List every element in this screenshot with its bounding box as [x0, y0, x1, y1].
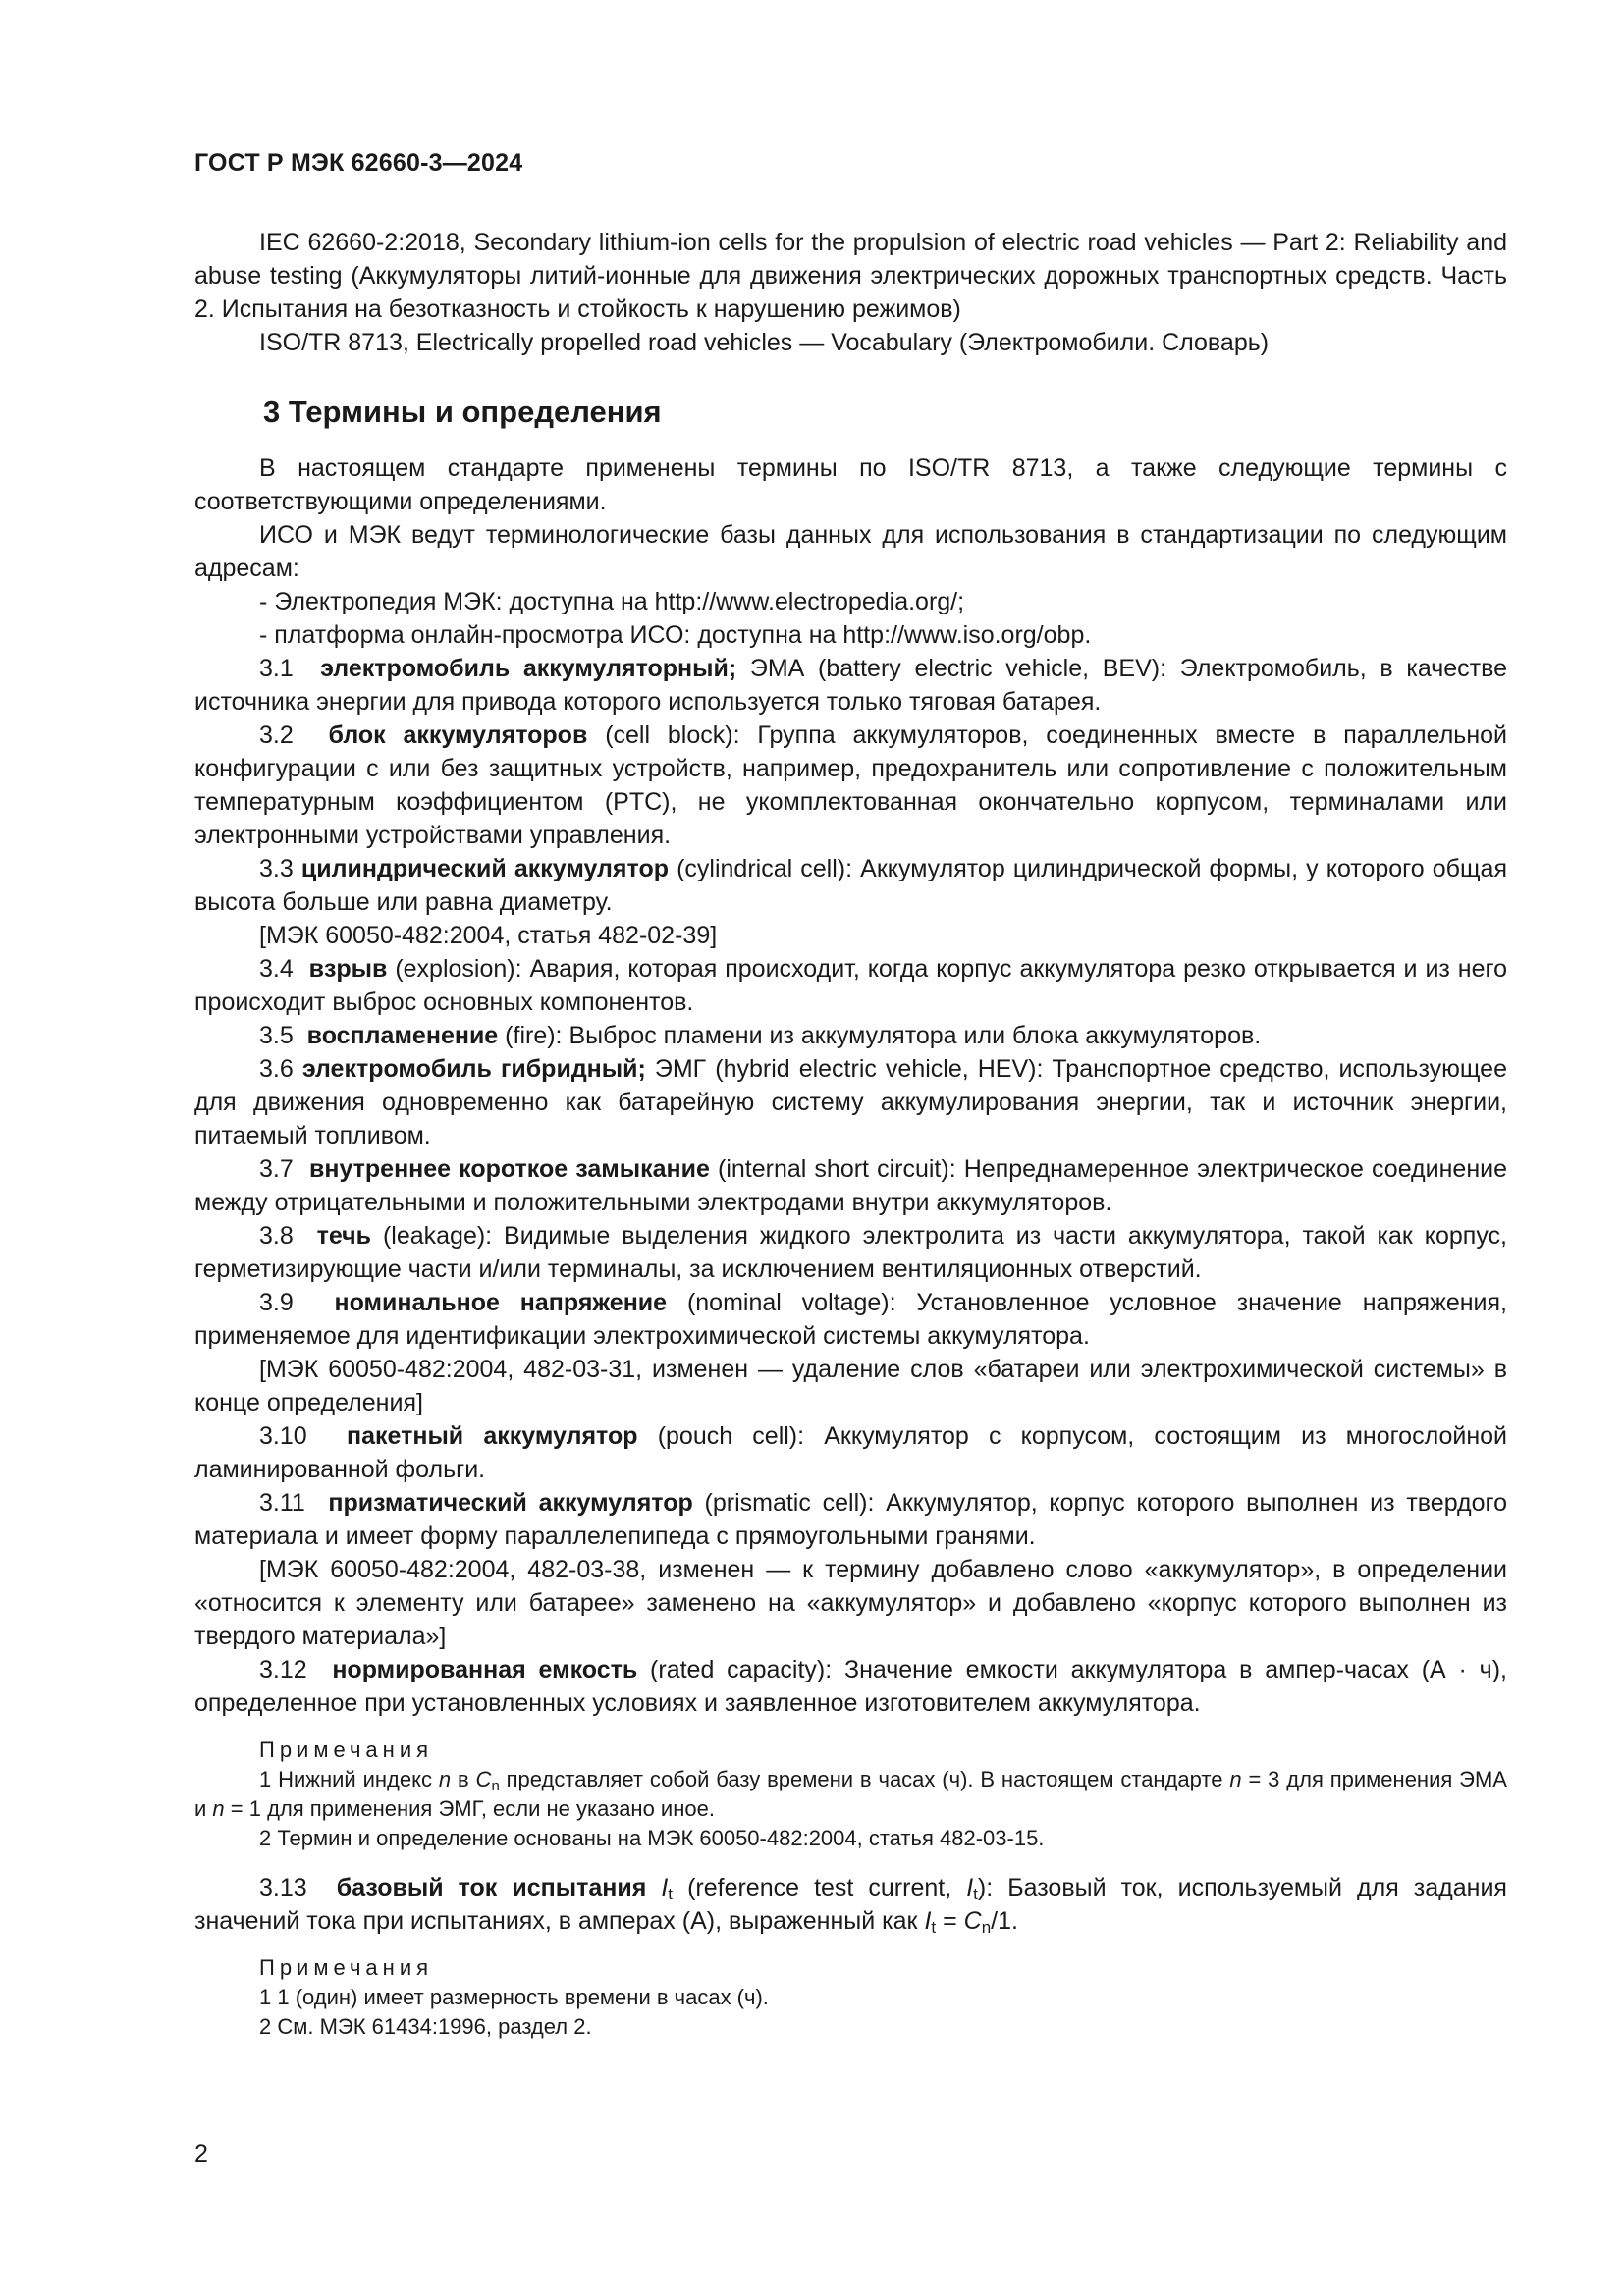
notes-title: Примечания: [259, 1737, 434, 1762]
term-number: 3.8: [259, 1222, 294, 1250]
reference-iso-tr-8713: ISO/TR 8713, Electrically propelled road vehicles — Vocabulary (Электромобили. Словарь): [259, 329, 1270, 356]
page-number: 2: [194, 2140, 208, 2167]
section-title: 3 Термины и определения: [263, 395, 662, 429]
intro-paragraph: ИСО и МЭК ведут терминологические базы данных для использования в стандартизации по следующим адресам:: [194, 521, 1507, 582]
term-name: электромобиль аккумуляторный;: [320, 655, 737, 682]
note-2: 2 Термин и определение основаны на МЭК 60050-482:2004, статья 482-03-15.: [259, 1826, 1045, 1850]
term-definition: (pouch cell): Аккумулятор с корпусом, состоящим из многослойной ламинированной фольги.: [194, 1422, 1507, 1483]
term-number: 3.9: [259, 1289, 294, 1316]
term-3-5: [194, 1019, 1507, 1052]
term-3-6: [194, 1052, 1507, 1152]
term-number: 3.5: [259, 1022, 294, 1049]
term-number: 3.4: [259, 955, 294, 983]
term-name: взрыв: [308, 955, 388, 983]
term-name: пакетный аккумулятор: [347, 1422, 638, 1450]
term-3-13: 3.13 базовый ток испытания $I_t$ (reference test current, $I_t$): Базовый ток, используемый для задания значений тока при испытаниях, в амперах (А), выраженный как $I_t = C_n/1$.: [194, 1874, 1507, 1937]
term-source: [МЭК 60050-482:2004, 482-03-31, изменен — удаление слов «батареи или электрохимической системы» в конце определения]: [194, 1356, 1507, 1416]
term-number: 3.10: [259, 1422, 307, 1450]
reference-iec-62660-2: IEC 62660-2:2018, Secondary lithium-ion cells for the propulsion of electric road vehicles — Part 2: Reliability and abuse testing (Аккумуляторы литий-ионные для движения электрических дорожных транспортных средств. Часть 2. Испытания на безотказность и стойкость к нарушению режимов): [194, 229, 1507, 323]
term-name: цилиндрический аккумулятор: [300, 855, 669, 882]
term-3-1: [194, 652, 1507, 719]
term-3-4: [194, 952, 1507, 1019]
term-3-2: [194, 719, 1507, 852]
term-number: 3.1: [259, 655, 294, 682]
term-name: базовый ток испытания: [336, 1874, 647, 1901]
term-definition: (leakage): Видимые выделения жидкого электролита из части аккумулятора, такой как корпус, герметизирующие части и/или терминалы, за исключением вентиляционных отверстий.: [194, 1222, 1507, 1283]
term-number: 3.13: [259, 1874, 307, 1901]
term-name: электромобиль гибридный;: [301, 1055, 646, 1083]
term-3-9: [194, 1286, 1507, 1353]
link-item-iso-obp: - платформа онлайн-просмотра ИСО: доступна на http://www.iso.org/obp.: [259, 621, 1092, 649]
link-item-electropedia: - Электропедия МЭК: доступна на http://www.electropedia.org/;: [259, 588, 965, 615]
term-number: 3.2: [259, 721, 294, 749]
note-1: 1 1 (один) имеет размерность времени в часах (ч).: [259, 1985, 769, 2009]
term-number: 3.6: [259, 1055, 294, 1083]
term-name: призматический аккумулятор: [328, 1489, 693, 1517]
term-number: 3.7: [259, 1155, 294, 1183]
term-definition: (cell block): Группа аккумуляторов, соединенных вместе в параллельной конфигурации с или без защитных устройств, например, предохранитель или сопротивление с положительным температурным коэффициентом (PTC), не укомплектованная окончательно корпусом, терминалами или электронными устройствами управления.: [194, 721, 1507, 849]
term-definition: (internal short circuit): Непреднамеренное электрическое соединение между отрицательными и положительными электродами внутри аккумуляторов.: [194, 1155, 1507, 1216]
intro-paragraph: В настоящем стандарте применены термины по ISO/TR 8713, а также следующие термины с соответствующими определениями.: [194, 454, 1507, 515]
notes-title: Примечания: [259, 1955, 434, 1980]
note-1: 1 Нижний индекс n в $C_n$ представляет собой базу времени в часах (ч). В настоящем стандарте n = 3 для применения ЭМА и n = 1 для применения ЭМГ, если не указано иное.: [194, 1767, 1507, 1821]
term-definition: (fire): Выброс пламени из аккумулятора или блока аккумуляторов.: [505, 1022, 1262, 1049]
term-definition: (nominal voltage): Установленное условное значение напряжения, применяемое для идентификации электрохимической системы аккумулятора.: [194, 1289, 1507, 1350]
term-number: 3.12: [259, 1656, 307, 1683]
term-3-7: [194, 1152, 1507, 1219]
term-number: 3.3: [259, 855, 294, 882]
page-content: [194, 226, 1507, 2042]
document-header: ГОСТ Р МЭК 62660-3—2024: [194, 149, 523, 177]
term-source: [МЭК 60050-482:2004, 482-03-38, изменен — к термину добавлено слово «аккумулятор», в определении «относится к элементу или батарее» заменено на «аккумулятор» и добавлено «корпус которого выполнен из твердого материала»]: [194, 1556, 1507, 1650]
term-definition: (prismatic cell): Аккумулятор, корпус которого выполнен из твердого материала и имеет форму параллелепипеда с прямоугольными гранями.: [194, 1489, 1508, 1550]
term-definition: ЭМА (battery electric vehicle, BEV): Электромобиль, в качестве источника энергии для привода которого используется только тяговая батарея.: [194, 655, 1507, 716]
term-3-8: [194, 1219, 1507, 1286]
note-2: 2 См. МЭК 61434:1996, раздел 2.: [259, 2014, 592, 2039]
term-name: нормированная емкость: [332, 1656, 638, 1683]
term-name: внутреннее короткое замыкание: [308, 1155, 710, 1183]
term-number: 3.11: [259, 1489, 305, 1517]
term-definition: (cylindrical cell): Аккумулятор цилиндрической формы, у которого общая высота больше или равна диаметру.: [194, 855, 1507, 916]
term-definition: (explosion): Авария, которая происходит, когда корпус аккумулятора резко открывается и из него происходит выброс основных компонентов.: [194, 955, 1507, 1016]
term-name: блок аккумуляторов: [328, 721, 588, 749]
term-name: номинальное напряжение: [334, 1289, 668, 1316]
term-definition: (rated capacity): Значение емкости аккумулятора в ампер-часах (А · ч), определенное при установленных условиях и заявленное изготовителем аккумулятора.: [194, 1656, 1507, 1717]
term-name: воспламенение: [306, 1022, 499, 1049]
term-3-10: [194, 1419, 1507, 1486]
term-3-11: [194, 1486, 1507, 1553]
term-source: [МЭК 60050-482:2004, статья 482-02-39]: [259, 922, 718, 949]
term-3-3: [194, 852, 1507, 919]
term-3-12: [194, 1653, 1507, 1720]
term-definition: ЭМГ (hybrid electric vehicle, HEV): Транспортное средство, использующее для движения одновременно как батарейную систему аккумулирования энергии, так и источник энергии, питаемый топливом.: [194, 1055, 1507, 1149]
term-name: течь: [316, 1222, 372, 1250]
